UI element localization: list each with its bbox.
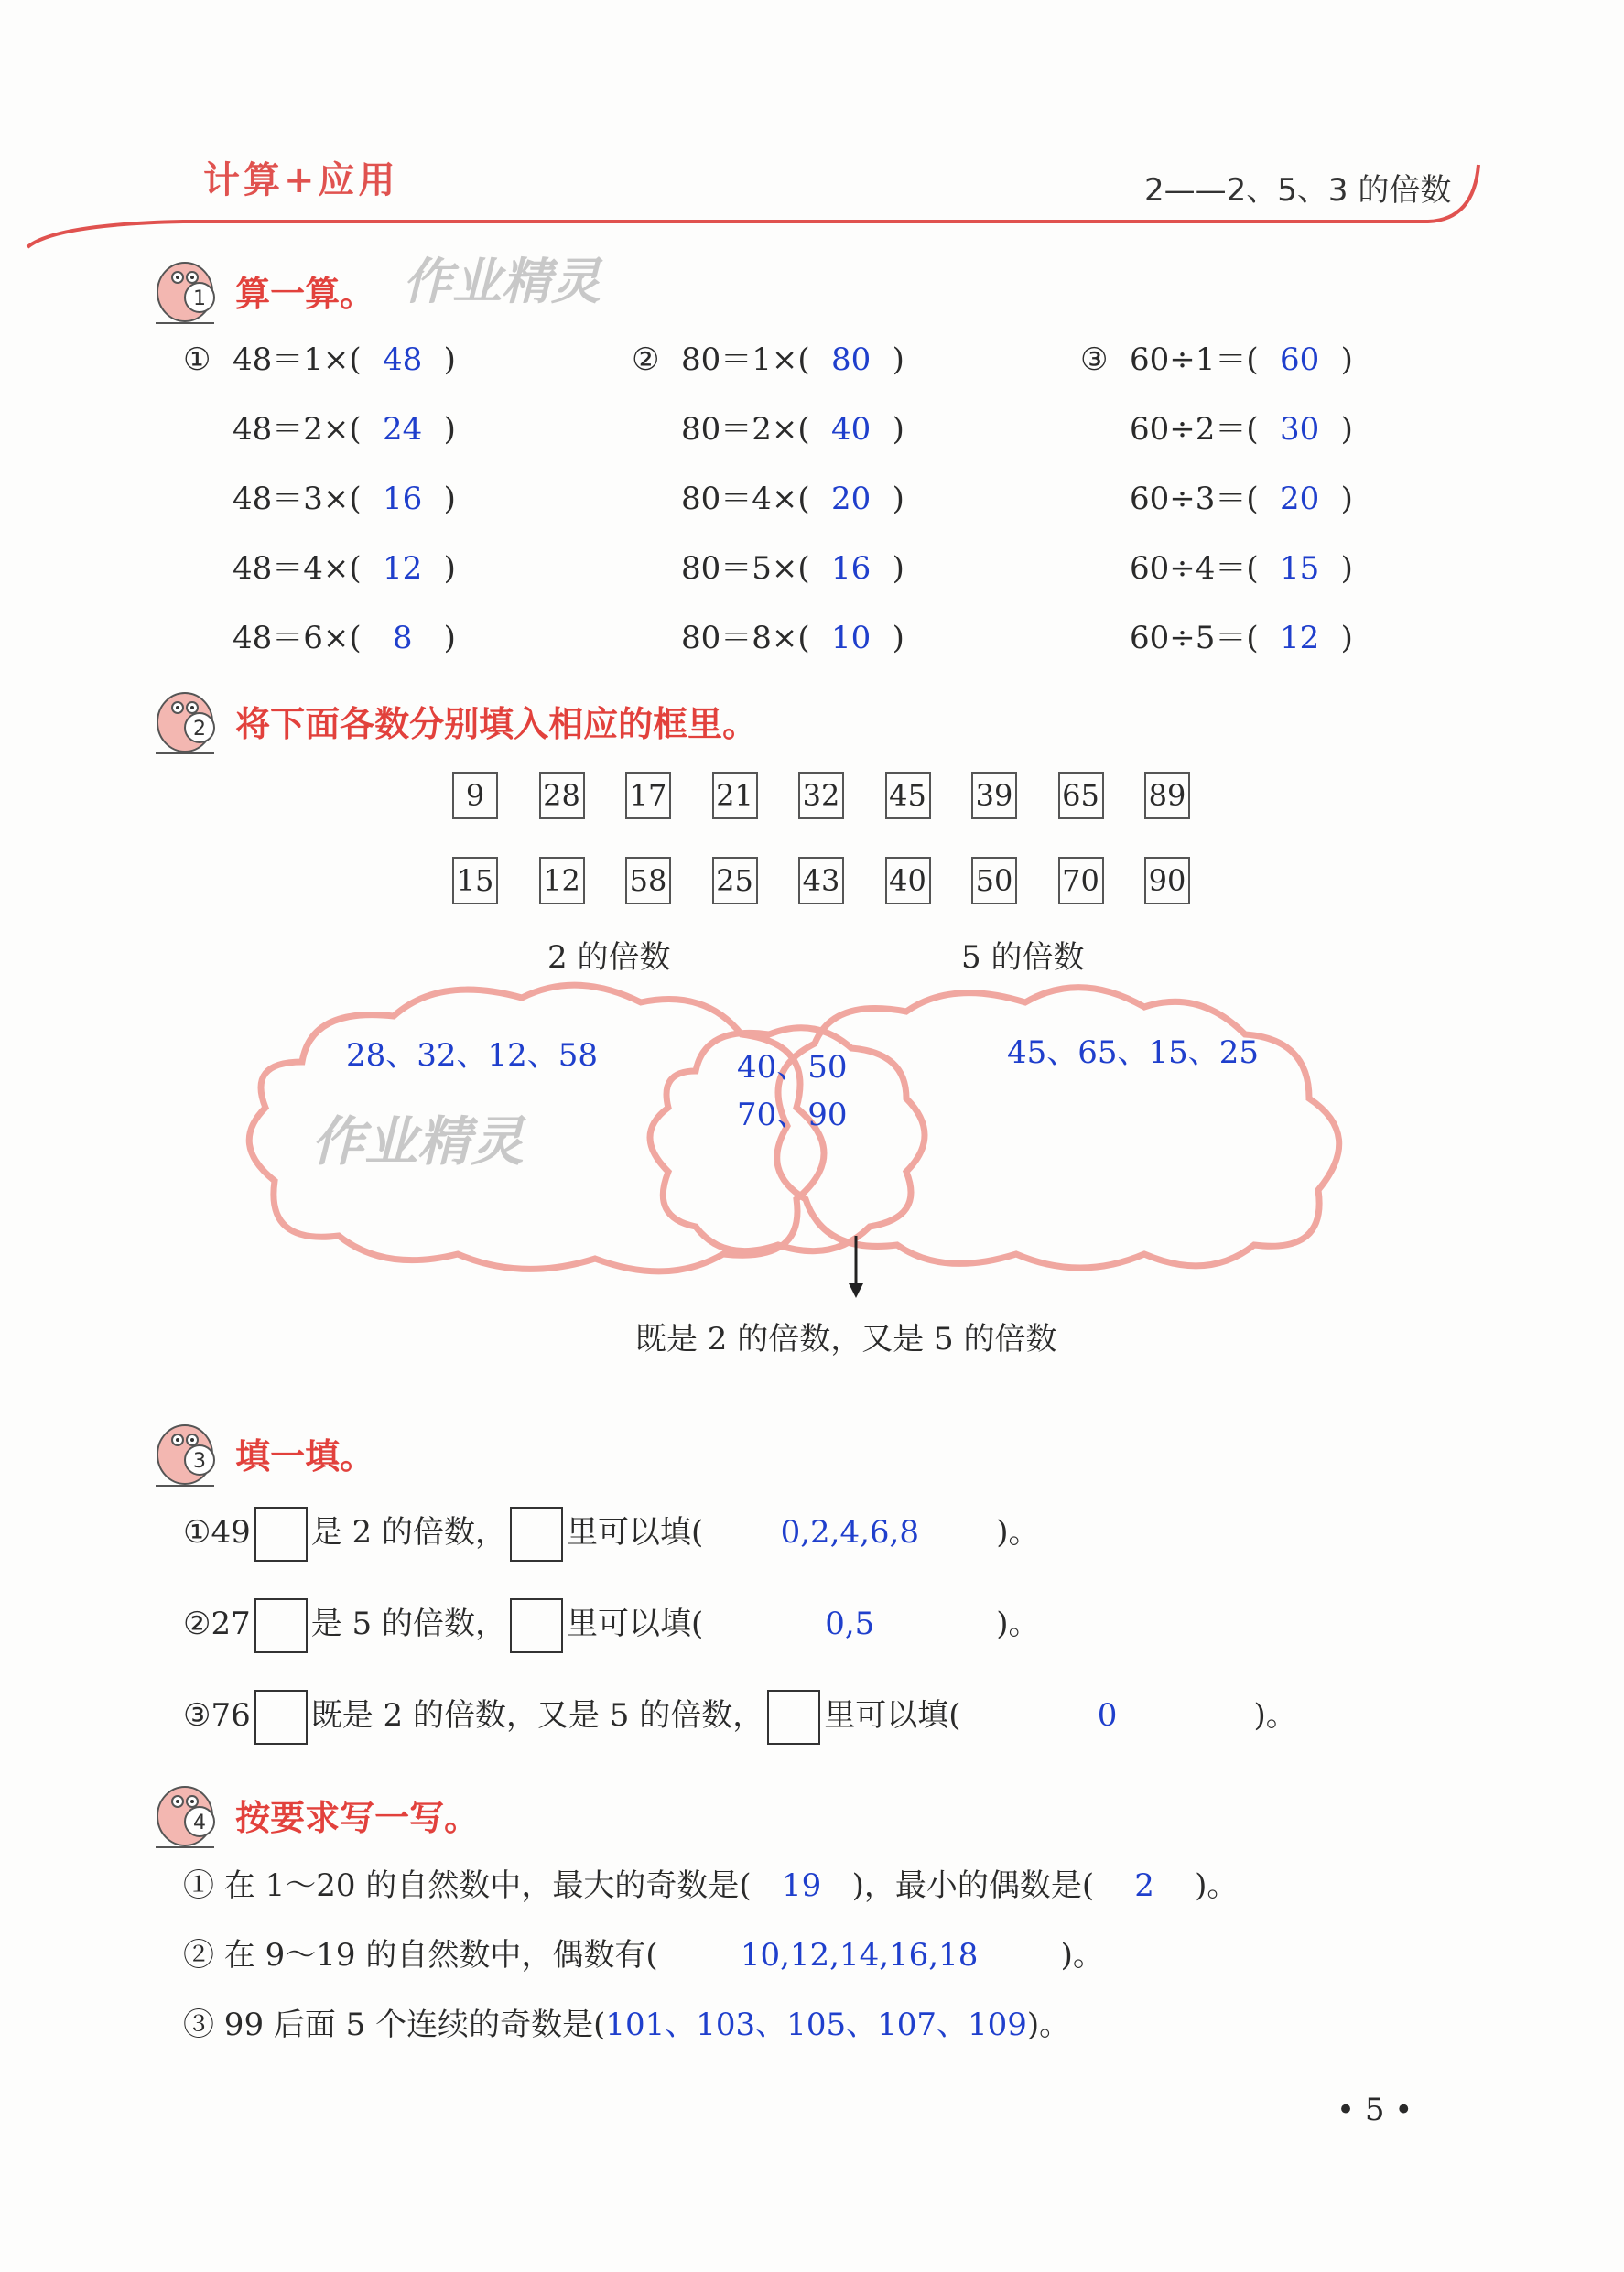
answer-box[interactable]	[510, 1507, 563, 1562]
q3-answer: 0,2,4,6,8	[780, 1514, 919, 1551]
label-multiples-of-2: 2 的倍数	[547, 939, 671, 976]
q1-answer: 60	[1280, 341, 1320, 378]
q1-answer: 8	[392, 620, 413, 656]
section-title: 将下面各数分别填入相应的框里。	[235, 703, 758, 744]
q1-expression: 48＝1×(	[233, 341, 362, 378]
bird-icon	[146, 682, 223, 759]
q1-answer: 15	[1280, 550, 1320, 587]
q3-prefix: ③76	[183, 1697, 251, 1734]
section-4-heading	[146, 1776, 479, 1853]
q1-close: )	[1340, 620, 1353, 656]
answer-box[interactable]	[254, 1598, 308, 1653]
q1-equation	[183, 612, 456, 657]
watermark: 作业精灵	[311, 1110, 525, 1173]
answer-box[interactable]	[767, 1690, 820, 1745]
answer-box[interactable]	[254, 1690, 308, 1745]
header-left: 计算+应用	[203, 159, 399, 201]
q1-answer: 12	[1280, 620, 1320, 656]
q1-equation	[632, 334, 904, 379]
q1-expression: 48＝2×(	[233, 411, 362, 448]
section-title: 算一算。	[235, 273, 375, 314]
q1-close: )	[443, 550, 456, 587]
q1-expression: 60÷4＝(	[1130, 550, 1259, 587]
q4-text: ① 在 1～20 的自然数中，最大的奇数是(	[183, 1867, 752, 1904]
q1-expression: 80＝2×(	[681, 411, 810, 448]
number-box: 70	[1058, 857, 1104, 904]
q1-equation	[1080, 543, 1353, 588]
q1-equation	[1080, 473, 1353, 518]
q4-answer: 19	[781, 1867, 822, 1904]
q1-expression: 60÷2＝(	[1130, 411, 1259, 448]
q1-equation	[632, 404, 904, 449]
number-box: 65	[1058, 772, 1104, 819]
number-box: 21	[712, 772, 758, 819]
number-box: 39	[971, 772, 1017, 819]
q1-prefix: ②	[632, 341, 660, 378]
q1-answer: 16	[383, 481, 423, 517]
q4-answer: 101、103、105、107、109	[605, 2007, 1027, 2043]
q3-text: 里可以填(	[567, 1514, 704, 1551]
q1-close: )	[892, 411, 904, 448]
q1-answer: 20	[1280, 481, 1320, 517]
q1-expression: 80＝4×(	[681, 481, 810, 517]
q3-answer: 0,5	[825, 1606, 875, 1642]
q4-text: )。	[1026, 2007, 1071, 2043]
number-box: 40	[885, 857, 931, 904]
q1-expression: 60÷5＝(	[1130, 620, 1259, 656]
q1-expression: 80＝1×(	[681, 341, 810, 378]
q1-close: )	[892, 550, 904, 587]
section-num: 1	[193, 287, 206, 310]
q1-equation	[183, 543, 456, 588]
q1-prefix: ③	[1080, 341, 1109, 378]
number-box: 17	[625, 772, 671, 819]
q1-expression: 60÷1＝(	[1130, 341, 1259, 378]
q3-line-3	[183, 1690, 1297, 1745]
q1-expression: 48＝6×(	[233, 620, 362, 656]
q3-text: 是 2 的倍数，	[310, 1514, 506, 1551]
q1-answer: 40	[831, 411, 872, 448]
q4-answer: 10,12,14,16,18	[740, 1937, 979, 1974]
answer-box[interactable]	[510, 1598, 563, 1653]
number-box: 12	[539, 857, 585, 904]
q1-close: )	[443, 411, 456, 448]
label-multiples-of-5: 5 的倍数	[961, 939, 1085, 976]
q3-close: )。	[1253, 1697, 1297, 1734]
q1-answer: 20	[831, 481, 872, 517]
q1-equation	[1080, 612, 1353, 657]
number-box: 89	[1144, 772, 1190, 819]
q3-close: )。	[996, 1606, 1040, 1642]
q1-close: )	[443, 341, 456, 378]
q4-line-3	[183, 1999, 1070, 2044]
q1-close: )	[892, 620, 904, 656]
q4-text: ② 在 9～19 的自然数中，偶数有(	[183, 1937, 658, 1974]
q3-line-1	[183, 1507, 1040, 1562]
q1-expression: 80＝5×(	[681, 550, 810, 587]
q1-equation	[183, 404, 456, 449]
q1-equation	[632, 612, 904, 657]
q1-answer: 30	[1280, 411, 1320, 448]
q1-close: )	[1340, 411, 1353, 448]
q1-close: )	[892, 481, 904, 517]
number-box: 15	[452, 857, 498, 904]
q1-close: )	[443, 481, 456, 517]
q1-answer: 16	[831, 550, 872, 587]
q3-prefix: ①49	[183, 1514, 251, 1551]
section-2-heading	[146, 682, 757, 759]
number-box: 58	[625, 857, 671, 904]
q4-line-2	[183, 1930, 1104, 1974]
section-3-heading	[146, 1414, 374, 1491]
section-num: 2	[193, 718, 206, 741]
q3-text: 里可以填(	[567, 1606, 704, 1642]
q1-answer: 24	[383, 411, 423, 448]
q4-text: )。	[1195, 1867, 1239, 1904]
q1-equation	[183, 473, 456, 518]
bird-icon	[146, 252, 223, 329]
q3-answer: 0	[1097, 1697, 1118, 1734]
q1-expression: 80＝8×(	[681, 620, 810, 656]
page-number: • 5 •	[1337, 2092, 1413, 2128]
section-title: 按要求写一写。	[235, 1797, 480, 1838]
number-box: 90	[1144, 857, 1190, 904]
q1-answer: 12	[383, 550, 423, 587]
q3-text: 是 5 的倍数，	[310, 1606, 506, 1642]
q3-text: 既是 2 的倍数，又是 5 的倍数，	[310, 1697, 764, 1734]
q4-text: )，最小的偶数是(	[851, 1867, 1095, 1904]
q3-text: 里可以填(	[824, 1697, 961, 1734]
right-cloud-answer: 45、65、15、25	[1007, 1034, 1260, 1071]
q1-close: )	[1340, 550, 1353, 587]
q1-close: )	[1340, 481, 1353, 517]
q3-prefix: ②27	[183, 1606, 251, 1642]
q1-expression: 48＝4×(	[233, 550, 362, 587]
number-box: 50	[971, 857, 1017, 904]
q1-expression: 60÷3＝(	[1130, 481, 1259, 517]
q1-close: )	[443, 620, 456, 656]
middle-cloud-answer-2: 70、90	[737, 1097, 848, 1133]
q1-answer: 80	[831, 341, 872, 378]
q1-equation	[183, 334, 456, 379]
section-1-heading	[146, 252, 374, 329]
down-arrow-icon	[842, 1236, 870, 1300]
bird-icon	[146, 1414, 223, 1491]
q4-answer: 2	[1134, 1867, 1154, 1904]
header-right: 2——2、5、3 的倍数	[1144, 172, 1452, 209]
left-cloud-answer: 28、32、12、58	[346, 1037, 599, 1074]
q1-answer: 48	[383, 341, 423, 378]
q1-close: )	[892, 341, 904, 378]
answer-box[interactable]	[254, 1507, 308, 1562]
q1-equation	[632, 543, 904, 588]
q1-expression: 48＝3×(	[233, 481, 362, 517]
number-box: 25	[712, 857, 758, 904]
both-multiples-label: 既是 2 的倍数，又是 5 的倍数	[635, 1321, 1057, 1358]
q3-close: )。	[996, 1514, 1040, 1551]
q4-line-1	[183, 1860, 1238, 1905]
number-box: 28	[539, 772, 585, 819]
q1-prefix: ①	[183, 341, 211, 378]
q1-equation	[1080, 404, 1353, 449]
number-box: 45	[885, 772, 931, 819]
section-num: 4	[193, 1812, 206, 1834]
q1-close: )	[1340, 341, 1353, 378]
q3-line-2	[183, 1598, 1040, 1653]
middle-cloud-answer-1: 40、50	[737, 1049, 848, 1086]
number-box: 9	[452, 772, 498, 819]
q1-answer: 10	[831, 620, 872, 656]
q1-equation	[632, 473, 904, 518]
q4-text: )。	[1060, 1937, 1104, 1974]
number-box: 32	[798, 772, 844, 819]
section-title: 填一填。	[235, 1435, 375, 1477]
number-box: 43	[798, 857, 844, 904]
watermark: 作业精灵	[403, 253, 601, 310]
q4-text: ③ 99 后面 5 个连续的奇数是(	[183, 2007, 606, 2043]
section-num: 3	[193, 1450, 206, 1473]
bird-icon	[146, 1776, 223, 1853]
q1-equation	[1080, 334, 1353, 379]
